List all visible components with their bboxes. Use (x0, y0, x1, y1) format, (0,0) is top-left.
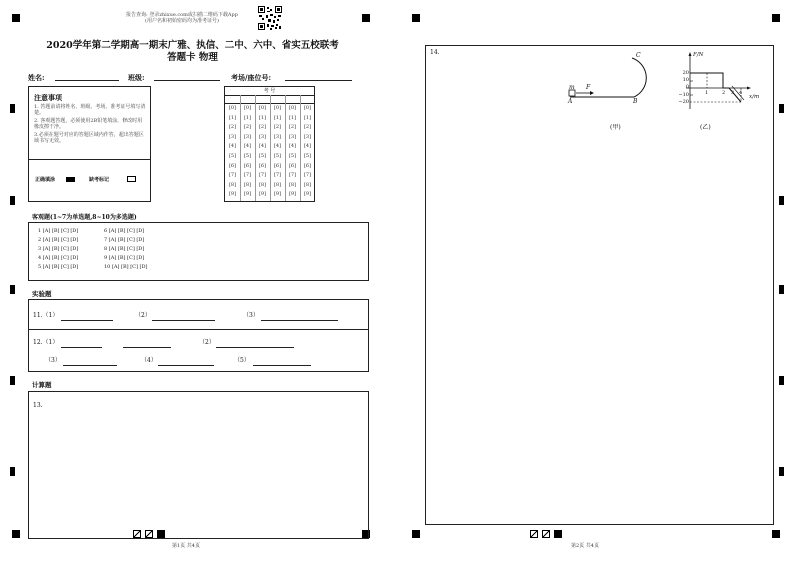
calculation-heading: 计算题 (32, 381, 52, 389)
digit-bubble[interactable]: [1] (258, 114, 267, 121)
title-line1: 2020学年第二学期高一期末广雅、执信、二中、六中、省实五校联考 (46, 40, 339, 51)
digit-bubble[interactable]: [9] (243, 191, 252, 198)
digit-bubble[interactable]: [6] (303, 162, 312, 169)
objective-box (28, 222, 369, 281)
header-note-line2: (用户名和初始密码均为准考证号) (145, 18, 219, 24)
choice-column-1 (38, 227, 78, 272)
q12-answer-3[interactable] (63, 365, 117, 366)
digit-bubble[interactable]: [6] (228, 162, 237, 169)
experiment-heading: 实验题 (32, 290, 52, 298)
notice-item: 3.必须在题号对应的答题区域内作答，超出答题区域书写无效。 (34, 132, 144, 144)
digit-bubble[interactable]: [1] (228, 114, 237, 121)
digit-bubble[interactable]: [2] (243, 124, 252, 131)
choice-row[interactable]: 1 [A] [B] [C] [D] (38, 228, 79, 234)
graph-xlabel: x/m (749, 94, 760, 100)
digit-bubble[interactable]: [7] (273, 172, 282, 179)
header-note-line1: 报告查询: 登录zhixue.com或扫描二维码下载App (126, 12, 238, 18)
q14-answer-area[interactable] (425, 45, 774, 525)
exam-number-grid (224, 86, 315, 202)
xtick-label: 3 (731, 90, 735, 96)
q14-label: 14. (430, 49, 440, 56)
digit-bubble[interactable]: [8] (303, 181, 312, 188)
digit-bubble[interactable]: [4] (258, 143, 267, 150)
digit-bubble[interactable]: [0] (303, 105, 312, 111)
notice-item: 2. 客观题答题，必须使用2B铅笔填涂，修改时用橡皮擦干净。 (34, 118, 143, 130)
digit-bubble[interactable]: [3] (243, 133, 252, 140)
digit-bubble[interactable]: [5] (228, 152, 237, 159)
side-mark (10, 196, 15, 205)
q13-answer-area[interactable] (28, 391, 369, 539)
title-line2: 答题卡 物理 (167, 52, 218, 63)
ytick-label: 0 (685, 84, 689, 91)
q13-label: 13. (33, 402, 43, 409)
page-marker-icon (133, 530, 141, 538)
digit-bubble[interactable]: [9] (273, 191, 282, 198)
q12-answer-5[interactable] (253, 365, 311, 366)
digit-bubble[interactable]: [3] (303, 133, 312, 140)
corner-mark (772, 14, 780, 22)
digit-bubble[interactable]: [5] (288, 152, 297, 159)
digit-bubble[interactable]: [0] (243, 105, 252, 111)
absent-checkbox[interactable] (127, 176, 136, 182)
digit-bubble[interactable]: [3] (228, 133, 237, 140)
objective-heading: 客观题(1~7为单选题,8~10为多选题) (32, 214, 137, 221)
digit-bubble[interactable]: [8] (288, 181, 297, 188)
digit-bubble[interactable]: [5] (258, 152, 267, 159)
seat-label: 考场/座位号: (231, 73, 272, 82)
digit-bubble[interactable]: [9] (303, 191, 312, 198)
digit-bubble[interactable]: [0] (228, 105, 237, 111)
digit-bubble[interactable]: [4] (273, 143, 282, 150)
q12-label: 12.（1） (33, 339, 59, 346)
ytick-label: 20 (682, 70, 689, 76)
digit-bubble[interactable]: [6] (243, 162, 252, 169)
digit-bubble[interactable]: [2] (303, 124, 312, 131)
digit-bubble[interactable]: [4] (228, 143, 237, 150)
digit-bubble[interactable]: [9] (228, 191, 237, 198)
digit-bubble[interactable]: [9] (288, 191, 297, 198)
page-marker-icon (530, 530, 538, 538)
digit-bubble[interactable]: [6] (288, 162, 297, 169)
digit-bubble[interactable]: [5] (303, 152, 312, 159)
corner-mark (412, 530, 420, 538)
digit-column (286, 104, 299, 200)
digit-bubble[interactable]: [1] (303, 114, 312, 121)
digit-bubble[interactable]: [1] (288, 114, 297, 121)
xtick-label: 2 (722, 90, 726, 96)
q12-5-label: （5） (234, 357, 250, 364)
side-mark (10, 104, 15, 113)
digit-bubble[interactable]: [4] (288, 143, 297, 150)
notice-box (28, 86, 151, 202)
q11-2-label: （2） (135, 312, 151, 319)
digit-column (271, 104, 284, 200)
ytick-label: −20 (678, 98, 689, 105)
digit-column (241, 104, 254, 200)
fig-label-f: F (586, 84, 591, 91)
fig-label-c: C (636, 52, 641, 59)
fig-a-caption: (甲) (610, 124, 621, 131)
choice-row[interactable]: 5 [A] [B] [C] [D] (38, 264, 79, 270)
notice-text (34, 104, 146, 144)
exam-number-heading: 考 号 (263, 88, 276, 94)
digit-bubble[interactable]: [0] (273, 105, 282, 111)
digit-bubble[interactable]: [7] (243, 172, 252, 179)
side-mark (779, 376, 784, 385)
digit-bubble[interactable]: [8] (228, 181, 237, 188)
corner-mark (772, 530, 780, 538)
side-mark (779, 467, 784, 476)
digit-bubble[interactable]: [4] (303, 143, 312, 150)
fig-b-caption: (乙) (700, 124, 711, 131)
page-marker-icon (145, 530, 153, 538)
header-note (112, 12, 252, 24)
digit-bubble[interactable]: [6] (273, 162, 282, 169)
side-mark (779, 285, 784, 294)
name-label: 姓名: (28, 73, 45, 82)
page-marker-icon (554, 530, 562, 538)
choice-row[interactable]: 9 [A] [B] [C] [D] (104, 255, 145, 261)
page-marker-icon (542, 530, 550, 538)
choice-row[interactable]: 10 [A] [B] [C] [D] (104, 264, 148, 270)
digit-bubble[interactable]: [5] (243, 152, 252, 159)
side-mark (779, 196, 784, 205)
choice-row[interactable]: 3 [A] [B] [C] [D] (38, 246, 79, 252)
digit-bubble[interactable]: [2] (288, 124, 297, 131)
ytick-label: 10 (682, 77, 689, 84)
notice-item: 1. 答题前请将姓名、班级、考场、准考证号填写清楚。 (34, 104, 146, 116)
choice-row[interactable]: 7 [A] [B] [C] [D] (104, 237, 145, 243)
corner-mark (12, 530, 20, 538)
page-footer: 第1页 共4页 (172, 543, 200, 549)
q12-answer-2[interactable] (216, 347, 294, 348)
digit-bubble[interactable]: [8] (273, 181, 282, 188)
class-label: 班级: (128, 73, 145, 82)
q11-label: 11.（1） (33, 312, 59, 319)
digit-bubble[interactable]: [7] (258, 172, 267, 179)
corner-mark (12, 14, 20, 22)
digit-bubble[interactable]: [7] (228, 172, 237, 179)
page-marker-icon (157, 530, 165, 538)
graph-ylabel: F/N (693, 52, 704, 58)
q12-answer-1a[interactable] (61, 347, 102, 348)
side-mark (10, 467, 15, 476)
qr-code-icon (258, 6, 282, 30)
digit-bubble[interactable]: [1] (243, 114, 252, 121)
digit-bubble[interactable]: [8] (258, 181, 267, 188)
digit-column (256, 104, 269, 200)
notice-heading: 注意事项 (34, 93, 62, 102)
corner-mark (362, 14, 370, 22)
digit-bubble[interactable]: [3] (273, 133, 282, 140)
name-field[interactable] (55, 80, 119, 81)
xtick-label: 1 (705, 90, 709, 96)
digit-bubble[interactable]: [3] (258, 133, 267, 140)
choice-row[interactable]: 2 [A] [B] [C] [D] (38, 237, 79, 243)
divider (29, 159, 150, 160)
side-mark (10, 285, 15, 294)
digit-bubble[interactable]: [5] (273, 152, 282, 159)
digit-column (301, 104, 314, 200)
divider (29, 329, 368, 330)
digit-bubble[interactable]: [6] (258, 162, 267, 169)
ytick-label: −10 (678, 91, 689, 98)
fig-label-b: B (633, 98, 638, 105)
figure-track-diagram (566, 54, 666, 112)
q11-answer-2[interactable] (152, 320, 215, 321)
digit-bubble[interactable]: [4] (243, 143, 252, 150)
digit-bubble[interactable]: [2] (228, 124, 237, 131)
class-field[interactable] (154, 80, 220, 81)
q11-answer-3[interactable] (261, 320, 338, 321)
correct-fill-label: 正确填涂 (35, 177, 56, 183)
digit-bubble[interactable]: [2] (258, 124, 267, 131)
xtick-label: 4 (739, 90, 743, 96)
digit-column (226, 104, 239, 200)
digit-bubble[interactable]: [8] (243, 181, 252, 188)
digit-bubble[interactable]: [3] (288, 133, 297, 140)
side-mark (10, 376, 15, 385)
digit-bubble[interactable]: [2] (273, 124, 282, 131)
q11-answer-1[interactable] (61, 320, 113, 321)
q12-4-label: （4） (141, 357, 157, 364)
graph-yticks (672, 70, 689, 106)
absent-mark-label: 缺考标记 (89, 177, 110, 183)
choice-row[interactable]: 8 [A] [B] [C] [D] (104, 246, 145, 252)
page-footer: 第2页 共4页 (571, 543, 599, 549)
filled-sample-icon (66, 177, 75, 182)
q12-3-label: （3） (45, 357, 61, 364)
q12-answer-1b[interactable] (123, 347, 171, 348)
digit-bubble[interactable]: [1] (273, 114, 282, 121)
page-title (20, 40, 365, 64)
digit-bubble[interactable]: [0] (288, 105, 297, 111)
digit-bubble[interactable]: [0] (258, 105, 267, 111)
seat-field[interactable] (285, 80, 352, 81)
fig-label-m: m (569, 84, 575, 91)
choice-row[interactable]: 6 [A] [B] [C] [D] (104, 228, 145, 234)
choice-column-2 (104, 227, 147, 272)
side-mark (779, 104, 784, 113)
q12-answer-4[interactable] (158, 365, 214, 366)
digit-bubble[interactable]: [7] (303, 172, 312, 179)
choice-row[interactable]: 4 [A] [B] [C] [D] (38, 255, 79, 261)
corner-mark (412, 14, 420, 22)
experiment-box (28, 299, 369, 372)
q12-2-label: （2） (199, 339, 215, 346)
digit-bubble[interactable]: [9] (258, 191, 267, 198)
digit-bubble[interactable]: [7] (288, 172, 297, 179)
fig-label-a: A (568, 98, 573, 105)
q11-3-label: （3） (243, 312, 259, 319)
